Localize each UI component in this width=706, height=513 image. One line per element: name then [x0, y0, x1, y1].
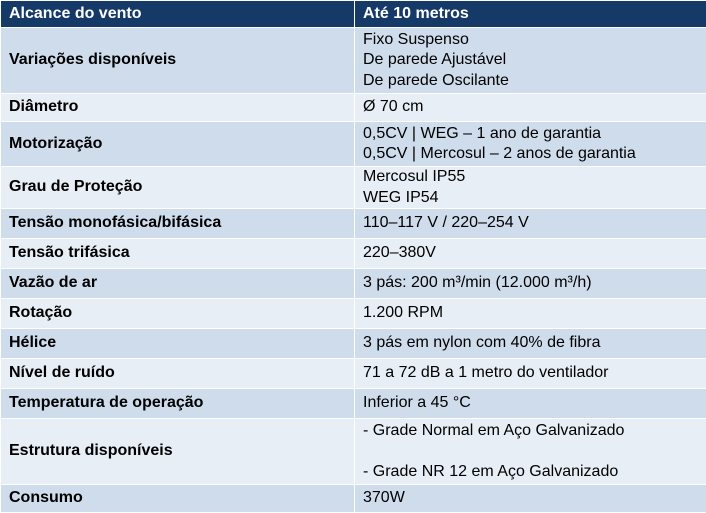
- value-line: 0,5CV | WEG – 1 ano de garantia: [363, 124, 698, 145]
- row-label: Tensão trifásica: [1, 239, 355, 269]
- table-row: [1, 28, 706, 94]
- row-label: Rotação: [1, 299, 355, 329]
- row-label: Motorização: [1, 122, 355, 167]
- value-line: 71 a 72 dB a 1 metro do ventilador: [363, 363, 698, 384]
- row-value: [355, 485, 706, 513]
- value-line: WEG IP54: [363, 188, 698, 209]
- table-row: [1, 239, 706, 269]
- row-value: [355, 239, 706, 269]
- value-line: 370W: [363, 488, 698, 509]
- header-value: Até 10 metros: [355, 1, 706, 28]
- value-line: 110–117 V / 220–254 V: [363, 213, 698, 234]
- value-line: 1.200 RPM: [363, 303, 698, 324]
- value-line: Inferior a 45 °C: [363, 393, 698, 414]
- line-spacer: [363, 441, 698, 462]
- row-label: Variações disponíveis: [1, 28, 355, 94]
- row-value: [355, 269, 706, 299]
- table-row: [1, 167, 706, 209]
- table-row: [1, 359, 706, 389]
- row-value: [355, 329, 706, 359]
- header-label: Alcance do vento: [1, 1, 355, 28]
- row-value: [355, 419, 706, 485]
- table-row: [1, 94, 706, 122]
- table-row: [1, 419, 706, 485]
- value-line: - Grade NR 12 em Aço Galvanizado: [363, 462, 698, 483]
- value-line: 3 pás: 200 m³/min (12.000 m³/h): [363, 273, 698, 294]
- value-line: Ø 70 cm: [363, 97, 698, 118]
- table-row: [1, 122, 706, 167]
- table-row: [1, 269, 706, 299]
- row-label: Diâmetro: [1, 94, 355, 122]
- row-label: Grau de Proteção: [1, 167, 355, 209]
- table-row: [1, 209, 706, 239]
- row-label: Hélice: [1, 329, 355, 359]
- value-line: 0,5CV | Mercosul – 2 anos de garantia: [363, 144, 698, 165]
- value-line: Mercosul IP55: [363, 167, 698, 188]
- value-line: 220–380V: [363, 243, 698, 264]
- row-label: Vazão de ar: [1, 269, 355, 299]
- table-header-row: [1, 1, 706, 28]
- table-row: [1, 485, 706, 513]
- row-value: [355, 122, 706, 167]
- value-line: De parede Oscilante: [363, 71, 698, 92]
- row-label: Temperatura de operação: [1, 389, 355, 419]
- value-line: - Grade Normal em Aço Galvanizado: [363, 421, 698, 442]
- row-value: [355, 28, 706, 94]
- row-value: [355, 389, 706, 419]
- table-row: [1, 299, 706, 329]
- table-row: [1, 329, 706, 359]
- row-value: [355, 359, 706, 389]
- table-row: [1, 389, 706, 419]
- row-value: [355, 167, 706, 209]
- row-label: Consumo: [1, 485, 355, 513]
- row-value: [355, 94, 706, 122]
- value-line: Fixo Suspenso: [363, 30, 698, 51]
- row-label: Nível de ruído: [1, 359, 355, 389]
- value-line: De parede Ajustável: [363, 50, 698, 71]
- row-value: [355, 209, 706, 239]
- row-value: [355, 299, 706, 329]
- row-label: Estrutura disponíveis: [1, 419, 355, 485]
- row-label: Tensão monofásica/bifásica: [1, 209, 355, 239]
- value-line: 3 pás em nylon com 40% de fibra: [363, 333, 698, 354]
